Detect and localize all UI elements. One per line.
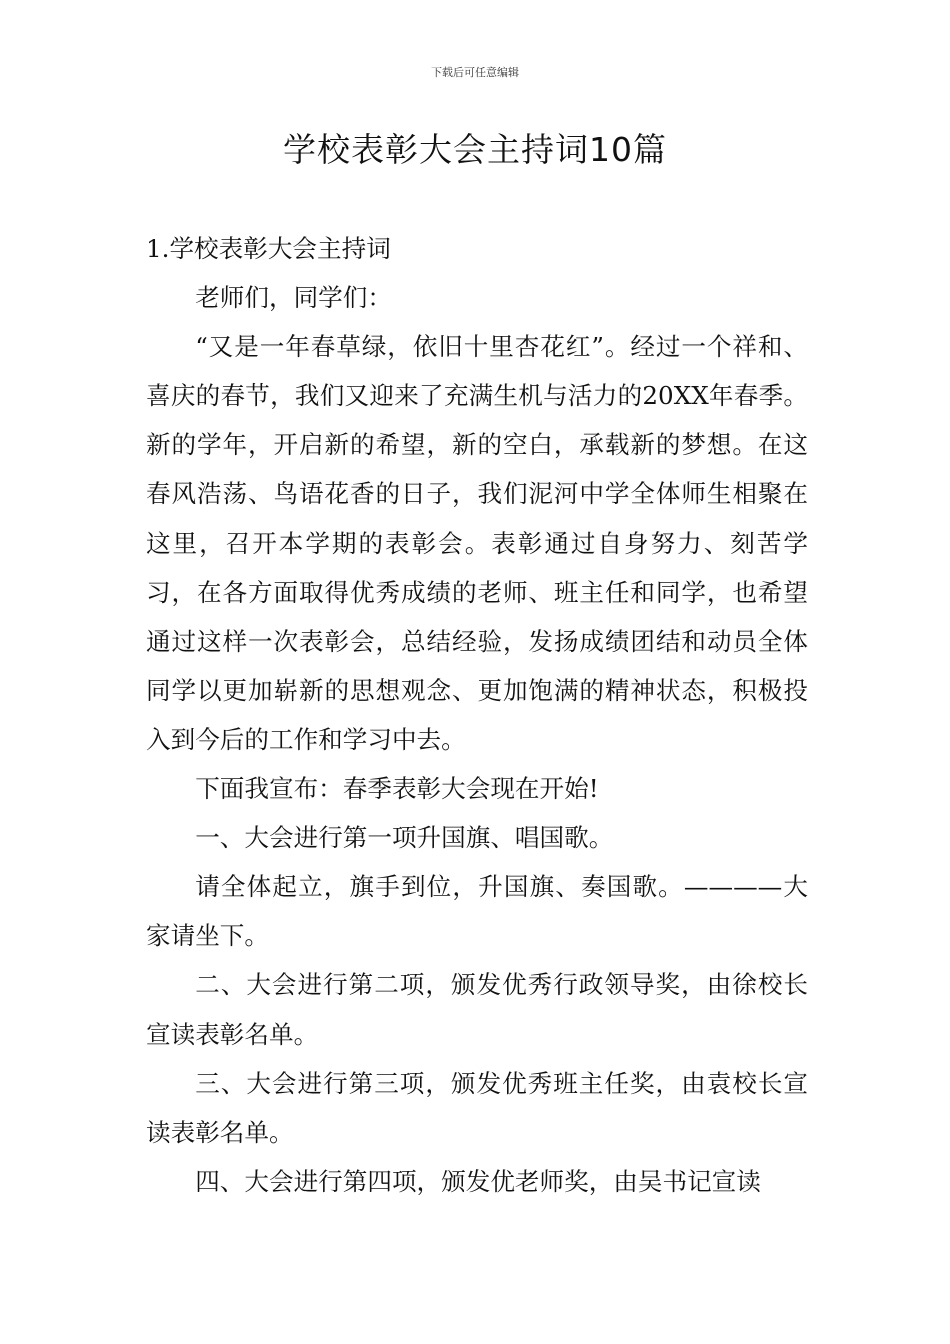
paragraph-flag-ceremony: 请全体起立，旗手到位，升国旗、奏国歌。————大家请坐下。 (146, 872, 808, 951)
paragraph-announcement: 下面我宣布：春季表彰大会现在开始! (195, 774, 599, 804)
document-body (146, 224, 808, 1206)
paragraph-item-1: 一、大会进行第一项升国旗、唱国歌。 (195, 823, 614, 853)
paragraph-item-4: 四、大会进行第四项，颁发优老师奖，由吴书记宣读 (195, 1166, 761, 1196)
page-header-note: 下载后可任意编辑 (431, 66, 519, 79)
paragraph-greeting: 老师们，同学们： (195, 283, 392, 313)
paragraph-item-3: 三、大会进行第三项，颁发优秀班主任奖，由袁校长宣读表彰名单。 (146, 1068, 808, 1147)
section-heading: 1.学校表彰大会主持词 (146, 234, 391, 263)
paragraph-item-2: 二、大会进行第二项，颁发优秀行政领导奖，由徐校长宣读表彰名单。 (146, 970, 808, 1049)
paragraph-opening: “又是一年春草绿，依旧十里杏花红”。经过一个祥和、喜庆的春节，我们又迎来了充满生机与活力的20XX年春季。新的学年，开启新的希望，新的空白，承载新的梦想。在这春风浩荡、鸟语花香的日子，我们泥河中学全体师生相聚在这里，召开本学期的表彰会。表彰通过自身努力、刻苦学习，在各方面取得优秀成绩的老师、班主任和同学，也希望通过这样一次表彰会，总结经验，发扬成绩团结和动员全体同学以更加崭新的思想观念、更加饱满的精神状态，积极投入到今后的工作和学习中去。 (146, 332, 808, 754)
document-title: 学校表彰大会主持词10篇 (283, 130, 667, 169)
